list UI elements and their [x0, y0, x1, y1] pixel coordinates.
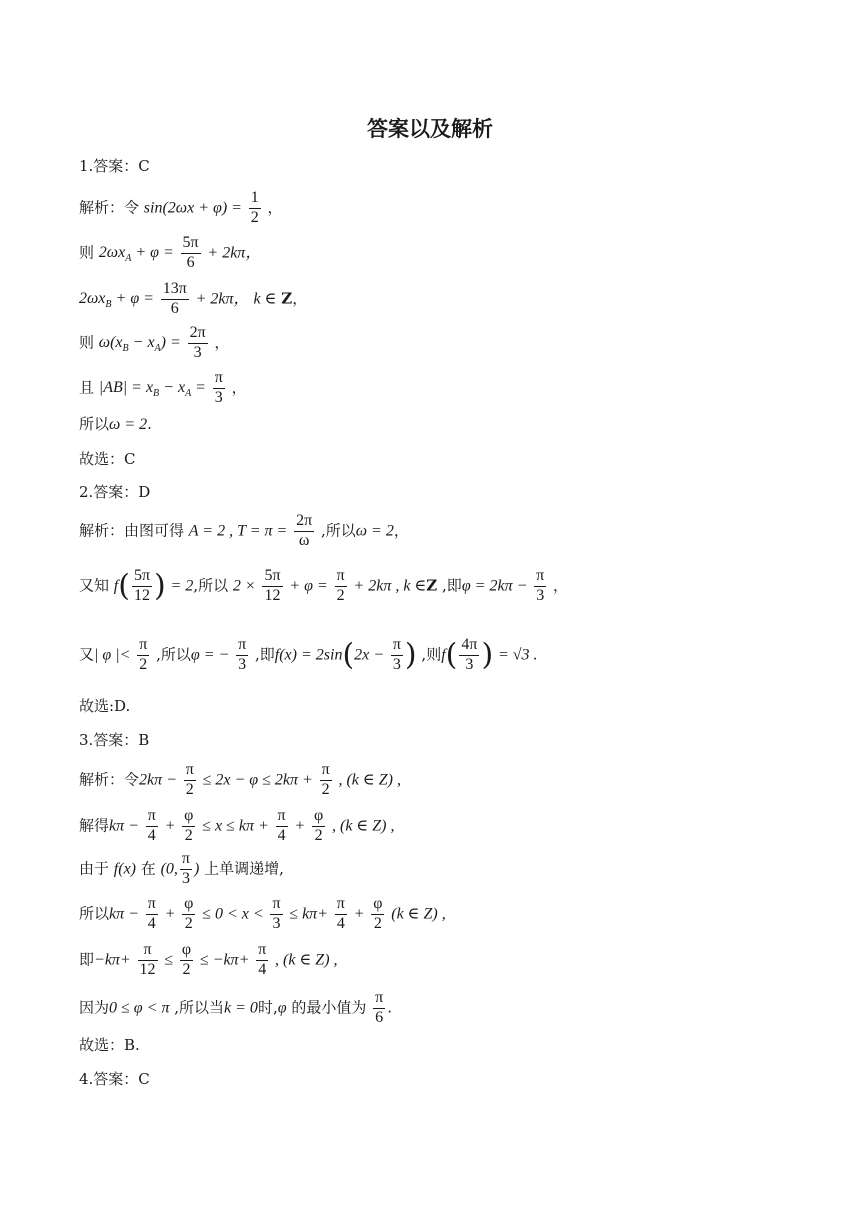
text: ， — [267, 198, 283, 217]
q1-line3: $2\omega x_B + \varphi$ = $\frac{13\pi}{6}$ + 2kπ， k ∈ Z， — [79, 280, 308, 317]
fraction: $\frac{\varphi}{2}$ — [373, 895, 383, 932]
fraction: $\frac{\pi}{4}$ — [147, 895, 156, 932]
fraction: $\frac{\pi}{4}$ — [277, 807, 286, 844]
q3-line2: 解得kπ − $\frac{\pi}{4}$ + $\frac{\varphi}{2}$ ≤ x ≤ kπ + $\frac{\pi}{4}$ + $\frac{\varphi}{2}$ , (k ∈ Z) , — [79, 807, 395, 844]
q2-line3: 又| φ |< $\frac{\pi}{2}$ ,所以φ = − $\frac{\pi}{3}$ ,即f(x) = 2sin(2x − $\frac{\pi}{3}$ ) ,则f( $\frac{4\pi}{3}$ ) = √3 . — [79, 636, 538, 673]
fraction: $\frac{\varphi}{2}$ — [184, 807, 194, 844]
fraction: $\frac{\pi}{3}$ — [536, 567, 545, 604]
q1-line4: 则 $\omega(x_B - x_A)$ = $\frac{2\pi}{3}$ ， — [79, 324, 230, 361]
fraction: $\frac{\varphi}{2}$ — [184, 895, 194, 932]
fraction: $\frac{\varphi}{2}$ — [313, 807, 324, 844]
text: 解析：令 — [79, 198, 140, 217]
q4-answer: 4.答案：C — [79, 1070, 150, 1088]
fraction: $\frac{\pi}{2}$ — [185, 761, 194, 798]
q3-line6: 因为0 ≤ φ < π ,所以当k = 0时,φ 的最小值为 $\frac{\pi}{6}$ . — [79, 989, 392, 1026]
q2-choice: 故选:D. — [79, 697, 131, 715]
q3-line5: 即−kπ+ $\frac{\pi}{12}$ ≤ $\frac{\varphi}{2}$ ≤ −kπ+ $\frac{\pi}{4}$ , (k ∈ Z) , — [79, 941, 338, 978]
q2-line1: 解析：由图可得 A = 2 , T = π = $\frac{2\pi}{\omega}$ ,所以ω = 2， — [79, 512, 409, 549]
q2-answer: 2.答案：D — [79, 483, 151, 501]
fraction: $\frac{\pi}{12}$ — [139, 941, 156, 978]
q1-line6: 所以ω = 2. — [79, 415, 152, 433]
fraction: $\frac{5\pi}{12}$ — [264, 567, 281, 604]
fraction: $\frac{\pi}{6}$ — [375, 989, 384, 1026]
fraction: $\frac{1}{2}$ — [250, 189, 259, 226]
fraction: $\frac{2\pi}{\omega}$ — [296, 512, 313, 549]
q3-choice: 故选：B. — [79, 1036, 140, 1054]
fraction: $\frac{\pi}{3}$ — [238, 636, 247, 673]
q1-line1 — [79, 190, 283, 227]
fraction: $\frac{\pi}{2}$ — [336, 567, 345, 604]
fraction: $\frac{\pi}{3}$ — [214, 369, 223, 406]
q1-line2: 则 $2\omega x_A + \varphi$ = $\frac{5\pi}{6}$ + 2kπ， — [79, 234, 262, 271]
q2-line2: 又知 f( $\frac{5\pi}{12}$ ) = 2,所以 2 × $\frac{5\pi}{12}$ + φ = $\frac{\pi}{2}$ + 2kπ , k ∈Z ,即φ = 2kπ − $\frac{\pi}{3}$ ， — [79, 567, 569, 604]
fraction: $\frac{\pi}{4}$ — [258, 941, 267, 978]
q1-line5: 且 $|AB| = x_B - x_A$ = $\frac{\pi}{3}$ ， — [79, 369, 247, 406]
q1-answer: 1.答案：C — [79, 157, 150, 175]
text: 则 — [79, 243, 95, 262]
fraction: $\frac{5\pi}{12}$ — [133, 567, 151, 604]
fraction: $\frac{13\pi}{6}$ — [162, 280, 187, 317]
fraction: $\frac{\pi}{4}$ — [336, 895, 345, 932]
fraction: $\frac{\pi}{3}$ — [272, 895, 281, 932]
fraction: $\frac{2\pi}{3}$ — [189, 324, 206, 361]
fraction: $\frac{5\pi}{6}$ — [182, 234, 199, 271]
fraction: $\frac{\pi}{3}$ — [181, 850, 190, 887]
page-title: 答案以及解析 — [367, 117, 493, 141]
fraction: $\frac{\varphi}{2}$ — [181, 941, 192, 978]
math: sin(2ωx + φ) = — [143, 199, 242, 217]
q3-line3: 由于 f(x) 在 (0, $\frac{\pi}{3}$ ) 上单调递增, — [79, 850, 284, 887]
q3-answer: 3.答案：B — [79, 731, 150, 749]
q1-choice: 故选：C — [79, 450, 136, 468]
fraction: $\frac{\pi}{2}$ — [139, 636, 148, 673]
fraction: $\frac{\pi}{3}$ — [392, 636, 401, 673]
q3-line1: 解析：令2kπ − $\frac{\pi}{2}$ ≤ 2x − φ ≤ 2kπ + $\frac{\pi}{2}$ , (k ∈ Z) , — [79, 761, 401, 798]
fraction: $\frac{\pi}{4}$ — [147, 807, 156, 844]
q3-line4: 所以kπ − $\frac{\pi}{4}$ + $\frac{\varphi}{2}$ ≤ 0 < x < $\frac{\pi}{3}$ ≤ kπ+ $\frac{\pi}{4}$ + $\frac{\varphi}{2}$ (k ∈ Z) , — [79, 895, 446, 932]
fraction: $\frac{\pi}{2}$ — [321, 761, 330, 798]
fraction: $\frac{4\pi}{3}$ — [461, 636, 478, 673]
